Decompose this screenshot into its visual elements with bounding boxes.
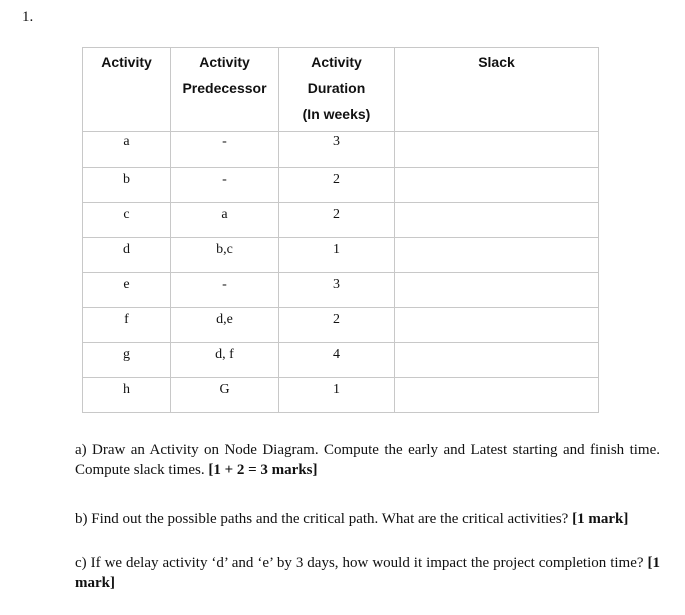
table-row [83,238,599,273]
header-predecessor-line1: Activity [199,54,250,70]
cell-duration: 1 [279,378,395,413]
cell-slack [395,343,599,378]
cell-activity: h [83,378,171,413]
question-b-marks: [1 mark] [572,511,629,527]
header-predecessor [171,48,279,132]
header-duration-line1: Activity [311,54,362,70]
cell-slack [395,273,599,308]
table-row [83,203,599,238]
cell-slack [395,308,599,343]
cell-slack [395,378,599,413]
table-row [83,132,599,168]
cell-activity: g [83,343,171,378]
cell-predecessor: d,e [171,308,279,343]
cell-duration: 3 [279,273,395,308]
question-a [75,440,660,480]
cell-slack [395,168,599,203]
cell-slack [395,203,599,238]
table-row [83,168,599,203]
cell-activity: a [83,132,171,168]
table-header-row [83,48,599,132]
cell-slack [395,132,599,168]
question-c-text: c) If we delay activity ‘d’ and ‘e’ by 3 days, how would it impact the project completion time? [75,555,648,571]
question-c-marks: [1 mark] [75,555,660,591]
question-a-marks: [1 + 2 = 3 marks] [208,462,318,478]
cell-predecessor: - [171,273,279,308]
question-a-text: a) Draw an Activity on Node Diagram. Compute the early and Latest starting and finish time. Compute slack times. [75,442,660,478]
question-b-text: b) Find out the possible paths and the critical path. What are the critical activities? [75,511,573,527]
header-slack [395,48,599,132]
cell-predecessor: a [171,203,279,238]
cell-activity: f [83,308,171,343]
cell-activity: d [83,238,171,273]
cell-duration: 2 [279,308,395,343]
table-row [83,273,599,308]
cell-predecessor: b,c [171,238,279,273]
cell-activity: e [83,273,171,308]
cell-activity: c [83,203,171,238]
header-activity-label: Activity [101,54,152,70]
cell-duration: 4 [279,343,395,378]
table-row [83,343,599,378]
question-c [75,553,660,593]
cell-duration: 2 [279,203,395,238]
activity-table [82,47,599,413]
header-duration-line2: Duration [307,80,366,96]
header-predecessor-line2: Predecessor [182,80,267,96]
table-row [83,308,599,343]
question-b [75,509,660,529]
cell-slack [395,238,599,273]
cell-predecessor: G [171,378,279,413]
question-number: 1. [22,9,34,25]
header-duration-line3: (In weeks) [302,106,371,122]
cell-activity: b [83,168,171,203]
header-activity [83,48,171,132]
cell-predecessor: d, f [171,343,279,378]
cell-predecessor: - [171,132,279,168]
cell-duration: 2 [279,168,395,203]
cell-duration: 1 [279,238,395,273]
header-duration [279,48,395,132]
cell-duration: 3 [279,132,395,168]
table-row [83,378,599,413]
header-slack-label: Slack [478,54,515,70]
cell-predecessor: - [171,168,279,203]
